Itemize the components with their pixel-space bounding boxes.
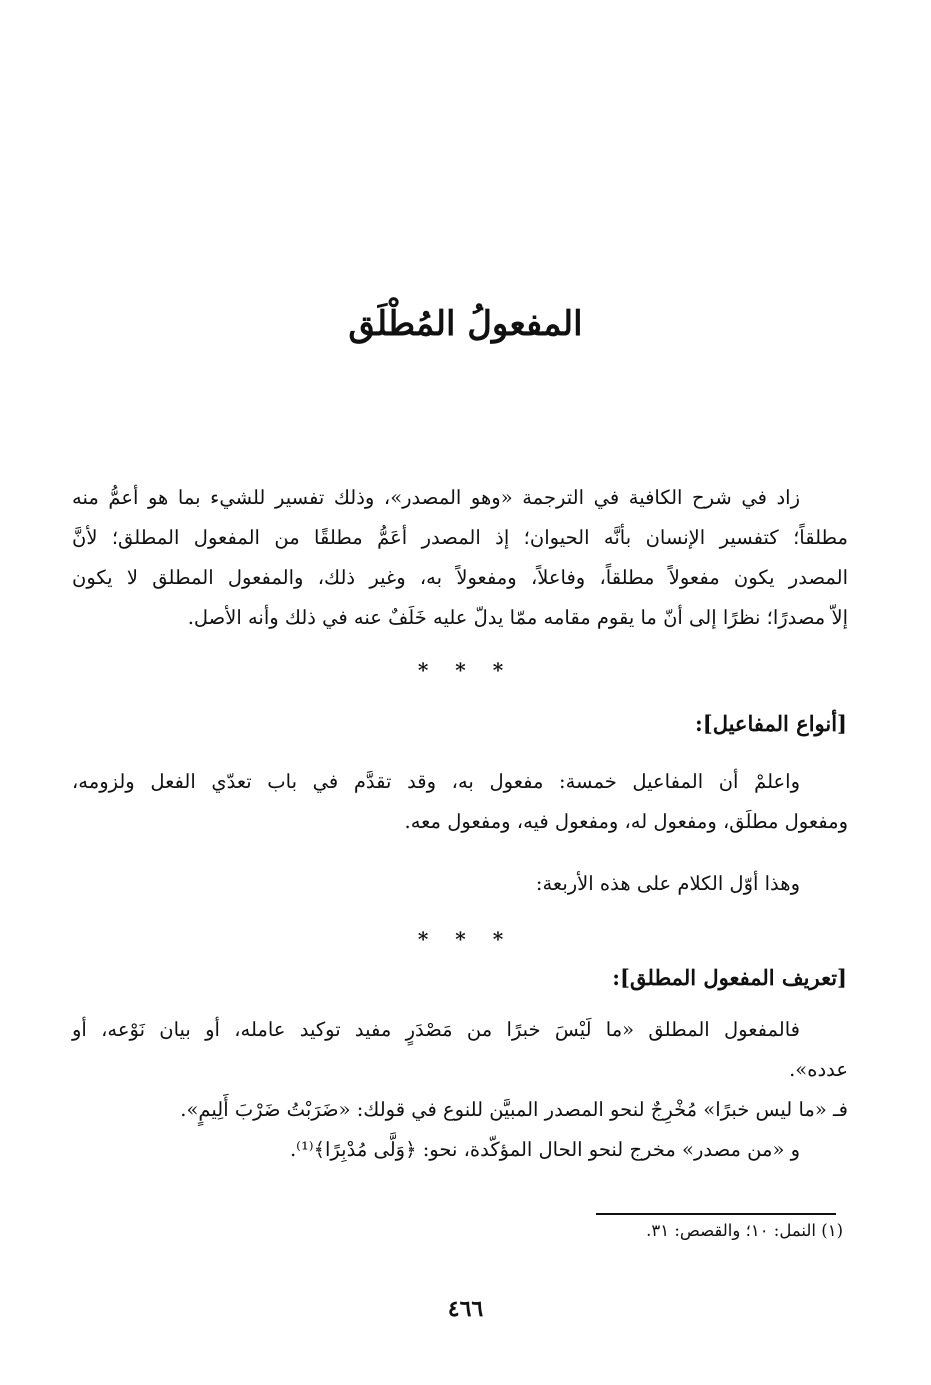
definition-line-3: فـ «ما ليس خبرًا» مُخْرِجٌ لنحو المصدر المبيَّن للنوع في قولك: «ضَرَبْتُ ضَرْبَ أَلِيمٍ». xyxy=(180,1098,848,1121)
intro-line-3: المصدر يكون مفعولاً مطلقاً، وفاعلاً، ومفعولاً به، وغير ذلك، والمفعول المطلق لا يكون xyxy=(72,566,848,589)
footnote: (١) النمل: ١٠؛ والقصص: ٣١. xyxy=(646,1221,843,1240)
intro-line-4: إلاّ مصدرًا؛ نظرًا إلى أنّ ما يقوم مقامه ممّا يدلّ عليه خَلَفٌ عنه في ذلك وأنه الأصل. xyxy=(187,606,848,629)
definition-line-2: عدده». xyxy=(789,1058,848,1081)
definition-line-1: فالمفعول المطلق «ما لَيْسَ خبرًا من مَصْدَرٍ مفيد توكيد عامله، أو بيان نَوْعه، أو xyxy=(72,1018,800,1041)
definition-line-4: و «من مصدر» مخرج لنحو الحال المؤكّدة، نحو: ﴿وَلَّى مُدْبِرًا﴾⁽¹⁾. xyxy=(289,1138,800,1161)
types-line-3: وهذا أوّل الكلام على هذه الأربعة: xyxy=(535,872,800,895)
types-line-1: واعلمْ أن المفاعيل خمسة: مفعول به، وقد تقدَّم في باب تعدّي الفعل ولزومه، xyxy=(72,770,800,793)
section-separator-2: * * * xyxy=(417,927,514,951)
section-heading-definition: [تعريف المفعول المطلق]: xyxy=(612,965,847,990)
intro-line-1: زاد في شرح الكافية في الترجمة «وهو المصدر»، وذلك تفسير للشيء بما هو أعمُّ منه xyxy=(72,486,800,509)
section-separator-1: * * * xyxy=(417,658,514,682)
intro-paragraph xyxy=(72,478,848,638)
page-number: ٤٦٦ xyxy=(447,1296,484,1322)
section-heading-types: [أنواع المفاعيل]: xyxy=(695,711,847,736)
definition-paragraph xyxy=(72,1010,848,1170)
page-title: المفعولُ المُطْلَق xyxy=(348,304,583,344)
intro-line-2: مطلقاً؛ كتفسير الإنسان بأنَّه الحيوان؛ إذ المصدر أعَمُّ مطلقًا من المفعول المطلق؛ لأنَّ xyxy=(72,526,848,549)
types-line-2: ومفعول مطلَق، ومفعول له، ومفعول فيه، ومفعول معه. xyxy=(404,810,848,833)
types-paragraph xyxy=(72,762,848,842)
types-closing xyxy=(72,864,848,904)
